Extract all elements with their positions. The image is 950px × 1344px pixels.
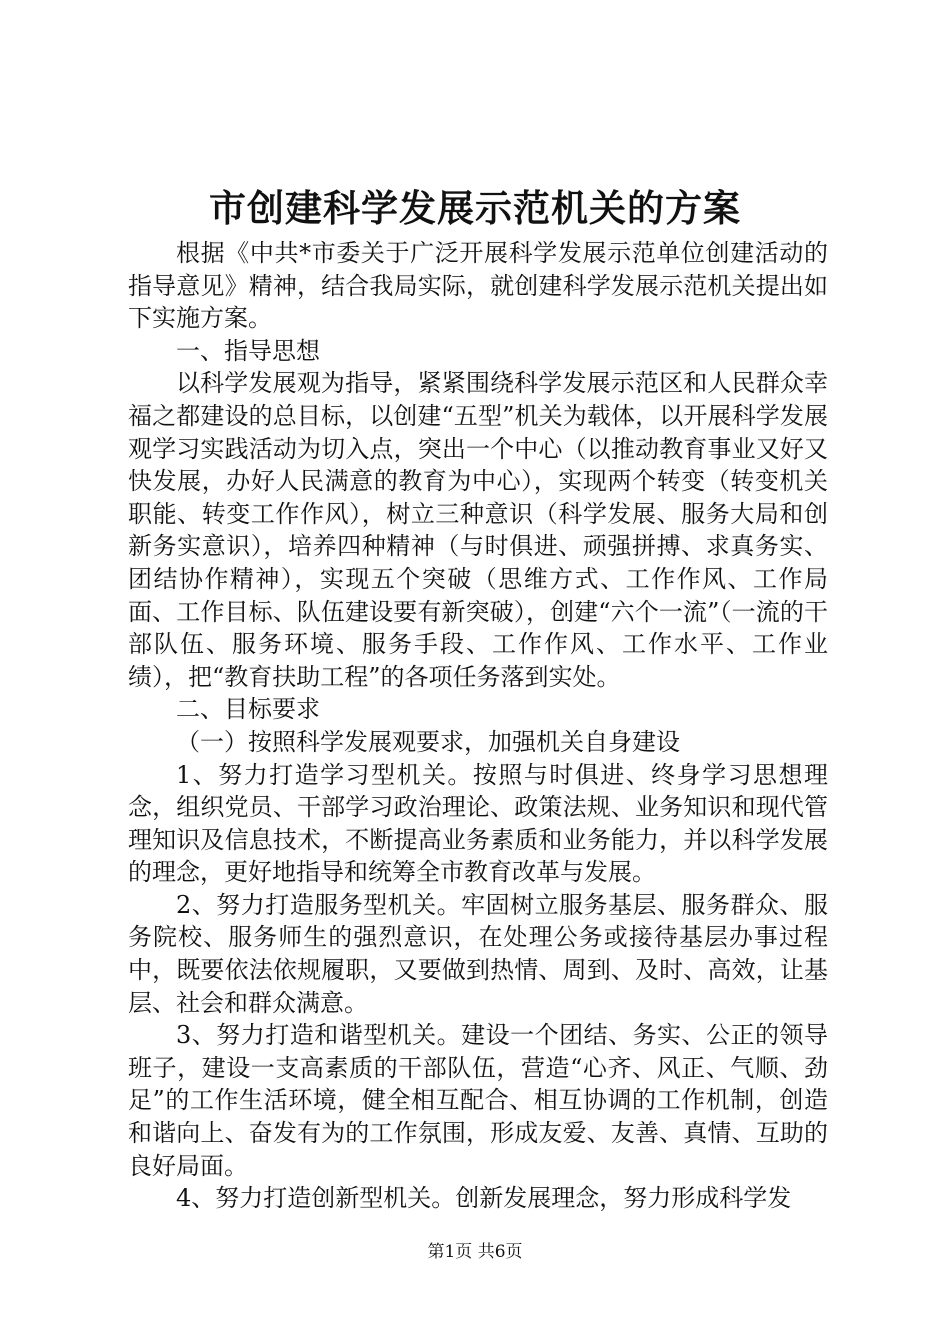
guiding-thought-paragraph: 以科学发展观为指导，紧紧围绕科学发展示范区和人民群众幸福之都建设的总目标，以创建“五型”机关为载体，以开展科学发展观学习实践活动为切入点，突出一个中心（以推动教育事业又好又快发展，办好人民满意的教育为中心），实现两个转变（转变机关职能、转变工作作风），树立三种意识（科学发展、服务大局和创新务实意识），培养四种精神（与时俱进、顽强拼搏、求真务实、团结协作精神），实现五个突破（思维方式、工作作风、工作局面、工作目标、队伍建设要有新突破），创建“六个一流”（一流的干部队伍、服务环境、服务手段、工作作风、工作水平、工作业绩），把“教育扶助工程”的各项任务落到实处。 xyxy=(128,369,828,691)
section-heading-guiding-thought: 一、指导思想 xyxy=(176,336,320,365)
list-item-innovative-organ: 4、努力打造创新型机关。创新发展理念，努力形成科学发 xyxy=(176,1184,792,1213)
page-number-footer: 第1页 共6页 xyxy=(427,1242,523,1262)
list-item-learning-organ: 1、努力打造学习型机关。按照与时俱进、终身学习思想理念，组织党员、干部学习政治理论、政策法规、业务知识和现代管理知识及信息技术，不断提高业务素质和业务能力，并以科学发展的理念，更好地指导和统筹全市教育改革与发展。 xyxy=(128,760,828,887)
list-item-harmonious-organ: 3、努力打造和谐型机关。建设一个团结、务实、公正的领导班子，建设一支高素质的干部队伍，营造“心齐、风正、气顺、劲足”的工作生活环境，健全相互配合、相互协调的工作机制，创造和谐向上、奋发有为的工作氛围，形成友爱、友善、真情、互助的良好局面。 xyxy=(128,1021,828,1180)
section-heading-goals: 二、目标要求 xyxy=(176,695,320,724)
list-item-service-organ: 2、努力打造服务型机关。牢固树立服务基层、服务群众、服务院校、服务师生的强烈意识，在处理公务或接待基层办事过程中，既要依法依规履职，又要做到热情、周到、及时、高效，让基层、社会和群众满意。 xyxy=(128,890,828,1017)
subsection-heading-1: （一）按照科学发展观要求，加强机关自身建设 xyxy=(176,727,680,756)
intro-paragraph: 根据《中共*市委关于广泛开展科学发展示范单位创建活动的指导意见》精神，结合我局实际，就创建科学发展示范机关提出如下实施方案。 xyxy=(128,239,828,333)
document-title: 市创建科学发展示范机关的方案 xyxy=(209,186,741,230)
document-body xyxy=(128,237,828,1215)
